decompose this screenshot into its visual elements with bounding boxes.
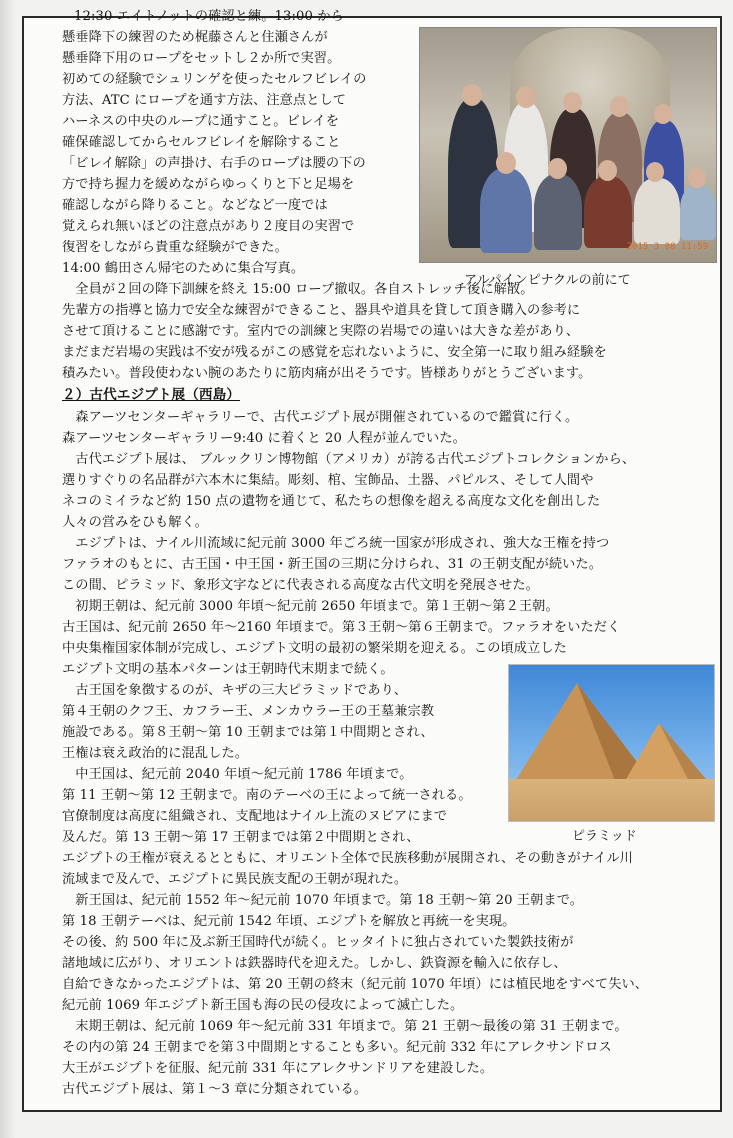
text-line: 官僚制度は高度に組織され、支配地はナイル上流のヌビアにまで [62,809,448,824]
text-line: 中央集権国家体制が完成し、エジプト文明の最初の繁栄期を迎える。この頃成立した [62,641,567,656]
text-line: 古代エジプト展は、第１～3 章に分類されている。 [62,1082,368,1097]
person-head [688,168,706,188]
text-line: エジプト文明の基本パターンは王朝時代末期まで続く。 [62,662,394,677]
text-line: 流域まで及んで、エジプトに異民族支配の王朝が現れた。 [62,872,408,887]
person-figure [634,178,680,244]
text-line: 人々の営みをひも解く。 [62,515,208,530]
person-head [598,160,617,181]
text-line: 先輩方の指導と協力で安全な練習ができること、器具や道具を貸して頂き購入の参考に [62,303,581,318]
text-line: 諸地域に広がり、オリエントは鉄器時代を迎えた。しかし、鉄資源を輸入に依存し、 [62,956,567,971]
text-line: 積みたい。普段使わない腕のあたりに筋肉痛が出そうです。皆様ありがとうございます。 [62,366,592,381]
text-line: 及んだ。第 13 王朝～第 17 王朝までは第２中間期とされ、 [62,830,420,845]
text-line: ハーネスの中央のループに通すこと。ビレイを [62,114,340,129]
text-line: させて頂けることに感謝です。室内での訓練と実際の岩場での違いは大きな差があり、 [62,324,580,339]
text-line: 「ビレイ解除」の声掛け、右手のロープは腰の下の [62,156,366,171]
text-line: 全員が２回の降下訓練を終え 15:00 ロープ撤収。各自ストレッチ後に解散。 [62,282,534,297]
text-line: 12:30 エイトノットの確認と練。13:00 から [74,9,344,24]
text-line: 森アーツセンターギャラリー9:40 に着くと 20 人程が並んでいた。 [62,431,466,446]
text-line: 方法、ATC にロープを通す方法、注意点として [62,93,347,108]
text-line: 末期王朝は、紀元前 1069 年～紀元前 331 年頃まで。第 21 王朝～最後の第 31 王朝まで。 [62,1019,628,1034]
text-line: 自給できなかったエジプトは、第 20 王朝の終末（紀元前 1070 年頃）には植民地をすべて失い、 [62,977,649,992]
text-line: その後、約 500 年に及ぶ新王国時代が続く。ヒッタイトに独占されていた製鉄技術が [62,935,574,950]
text-line: まだまだ岩場の実践は不安が残るがこの感覚を忘れないように、安全第一に取り組み経験を [62,345,607,360]
person-figure [584,176,632,248]
text-line: 古王国は、紀元前 2650 年～2160 年頃まで。第３王朝～第６王朝まで。ファラオをいただく [62,620,621,635]
text-line: 森アーツセンターギャラリーで、古代エジプト展が開催されているので鑑賞に行く。 [62,410,579,425]
text-line: エジプトの王権が衰えるとともに、オリエント全体で民族移動が展開され、その動きがナイル川 [62,851,633,866]
text-line: 王権は衰え政治的に混乱した。 [62,746,249,761]
text-line: 古王国を象徴するのが、キザの三大ピラミッドであり、 [62,683,408,698]
desert-sand [509,779,714,821]
text-line: 第 11 王朝～第 12 王朝まで。南のテーベの王によって統一される。 [62,788,472,803]
person-head [563,92,582,113]
group-photo [419,27,717,263]
text-line: この間、ピラミッド、象形文字などに代表される高度な古代文明を発展させた。 [62,578,539,593]
person-head [610,96,629,117]
text-line: 確保確認してからセルフビレイを解除すること [62,135,341,150]
person-head [646,162,664,182]
text-line: 施設である。第８王朝～第 10 王朝までは第１中間期とされ、 [62,725,434,740]
text-line: ファラオのもとに、古王国・中王国・新王国の三期に分けられ、31 の王朝支配が続いた。 [62,557,603,572]
person-figure [680,184,716,240]
text-line: 初期王朝は、紀元前 3000 年頃～紀元前 2650 年頃まで。第１王朝～第２王朝。 [62,599,559,614]
text-line: その内の第 24 王朝までを第３中間期とすることも多い。紀元前 332 年にアレクサンドロス [62,1040,612,1055]
photo-date-stamp: 2015 3 08 11:59 [626,242,708,252]
text-line: 方で持ち握力を緩めながらゆっくりと下と足場を [62,177,355,192]
text-line: 選りすぐりの名品群が六本木に集結。彫刻、棺、宝飾品、土器、パピルス、そして人間や [62,473,594,488]
text-line: 懸垂降下の練習のため梶藤さんと住瀬さんが [62,30,328,45]
person-figure [534,174,582,250]
text-line: エジプトは、ナイル川流域に紀元前 3000 年ごろ統一国家が形成され、強大な王権を持つ [62,536,610,551]
person-head [496,152,516,174]
page-edge [0,0,14,1138]
text-line: 懸垂降下用のロープをセットし２か所で実習。 [62,51,341,66]
pyramid-caption: ピラミッド [572,829,637,844]
person-head [548,158,567,179]
photo-caption: アルパインピナクルの前にて [464,273,631,288]
person-head [654,104,672,124]
text-line: 第４王朝のクフ王、カフラー王、メンカウラー王の王墓兼宗教 [62,704,435,719]
pyramid-photo [508,664,715,822]
text-line: 第 18 王朝テーベは、紀元前 1542 年頃、エジプトを解放と再統一を実現。 [62,914,516,929]
person-head [516,86,536,108]
text-line: 14:00 鶴田さん帰宅のために集合写真。 [62,261,305,276]
text-line: 確認しながら降りること。などなど一度では [62,198,328,213]
section-heading: ２）古代エジプト展（西島） [62,387,241,403]
person-head [462,84,482,106]
text-line: 復習をしながら貴重な経験ができた。 [62,240,288,255]
text-line: 新王国は、紀元前 1552 年～紀元前 1070 年頃まで。第 18 王朝～第 20 王朝まで。 [62,893,584,908]
text-line: 中王国は、紀元前 2040 年頃～紀元前 1786 年頃まで。 [62,767,413,782]
text-line: 古代エジプト展は、 ブルックリン博物館（アメリカ）が誇る古代エジプトコレクションから、 [62,452,636,467]
text-line: 紀元前 1069 年エジプト新王国も海の民の侵攻によって滅亡した。 [62,998,464,1013]
text-line: 覚えられ無いほどの注意点があり２度目の実習で [62,219,355,234]
text-line: 初めての経験でシュリンゲを使ったセルフビレイの [62,72,367,87]
person-figure [480,168,532,253]
text-line: ネコのミイラなど約 150 点の遺物を通じて、私たちの想像を超える高度な文化を創出した [62,494,601,509]
text-line: 大王がエジプトを征服、紀元前 331 年にアレクサンドリアを建設した。 [62,1061,494,1076]
